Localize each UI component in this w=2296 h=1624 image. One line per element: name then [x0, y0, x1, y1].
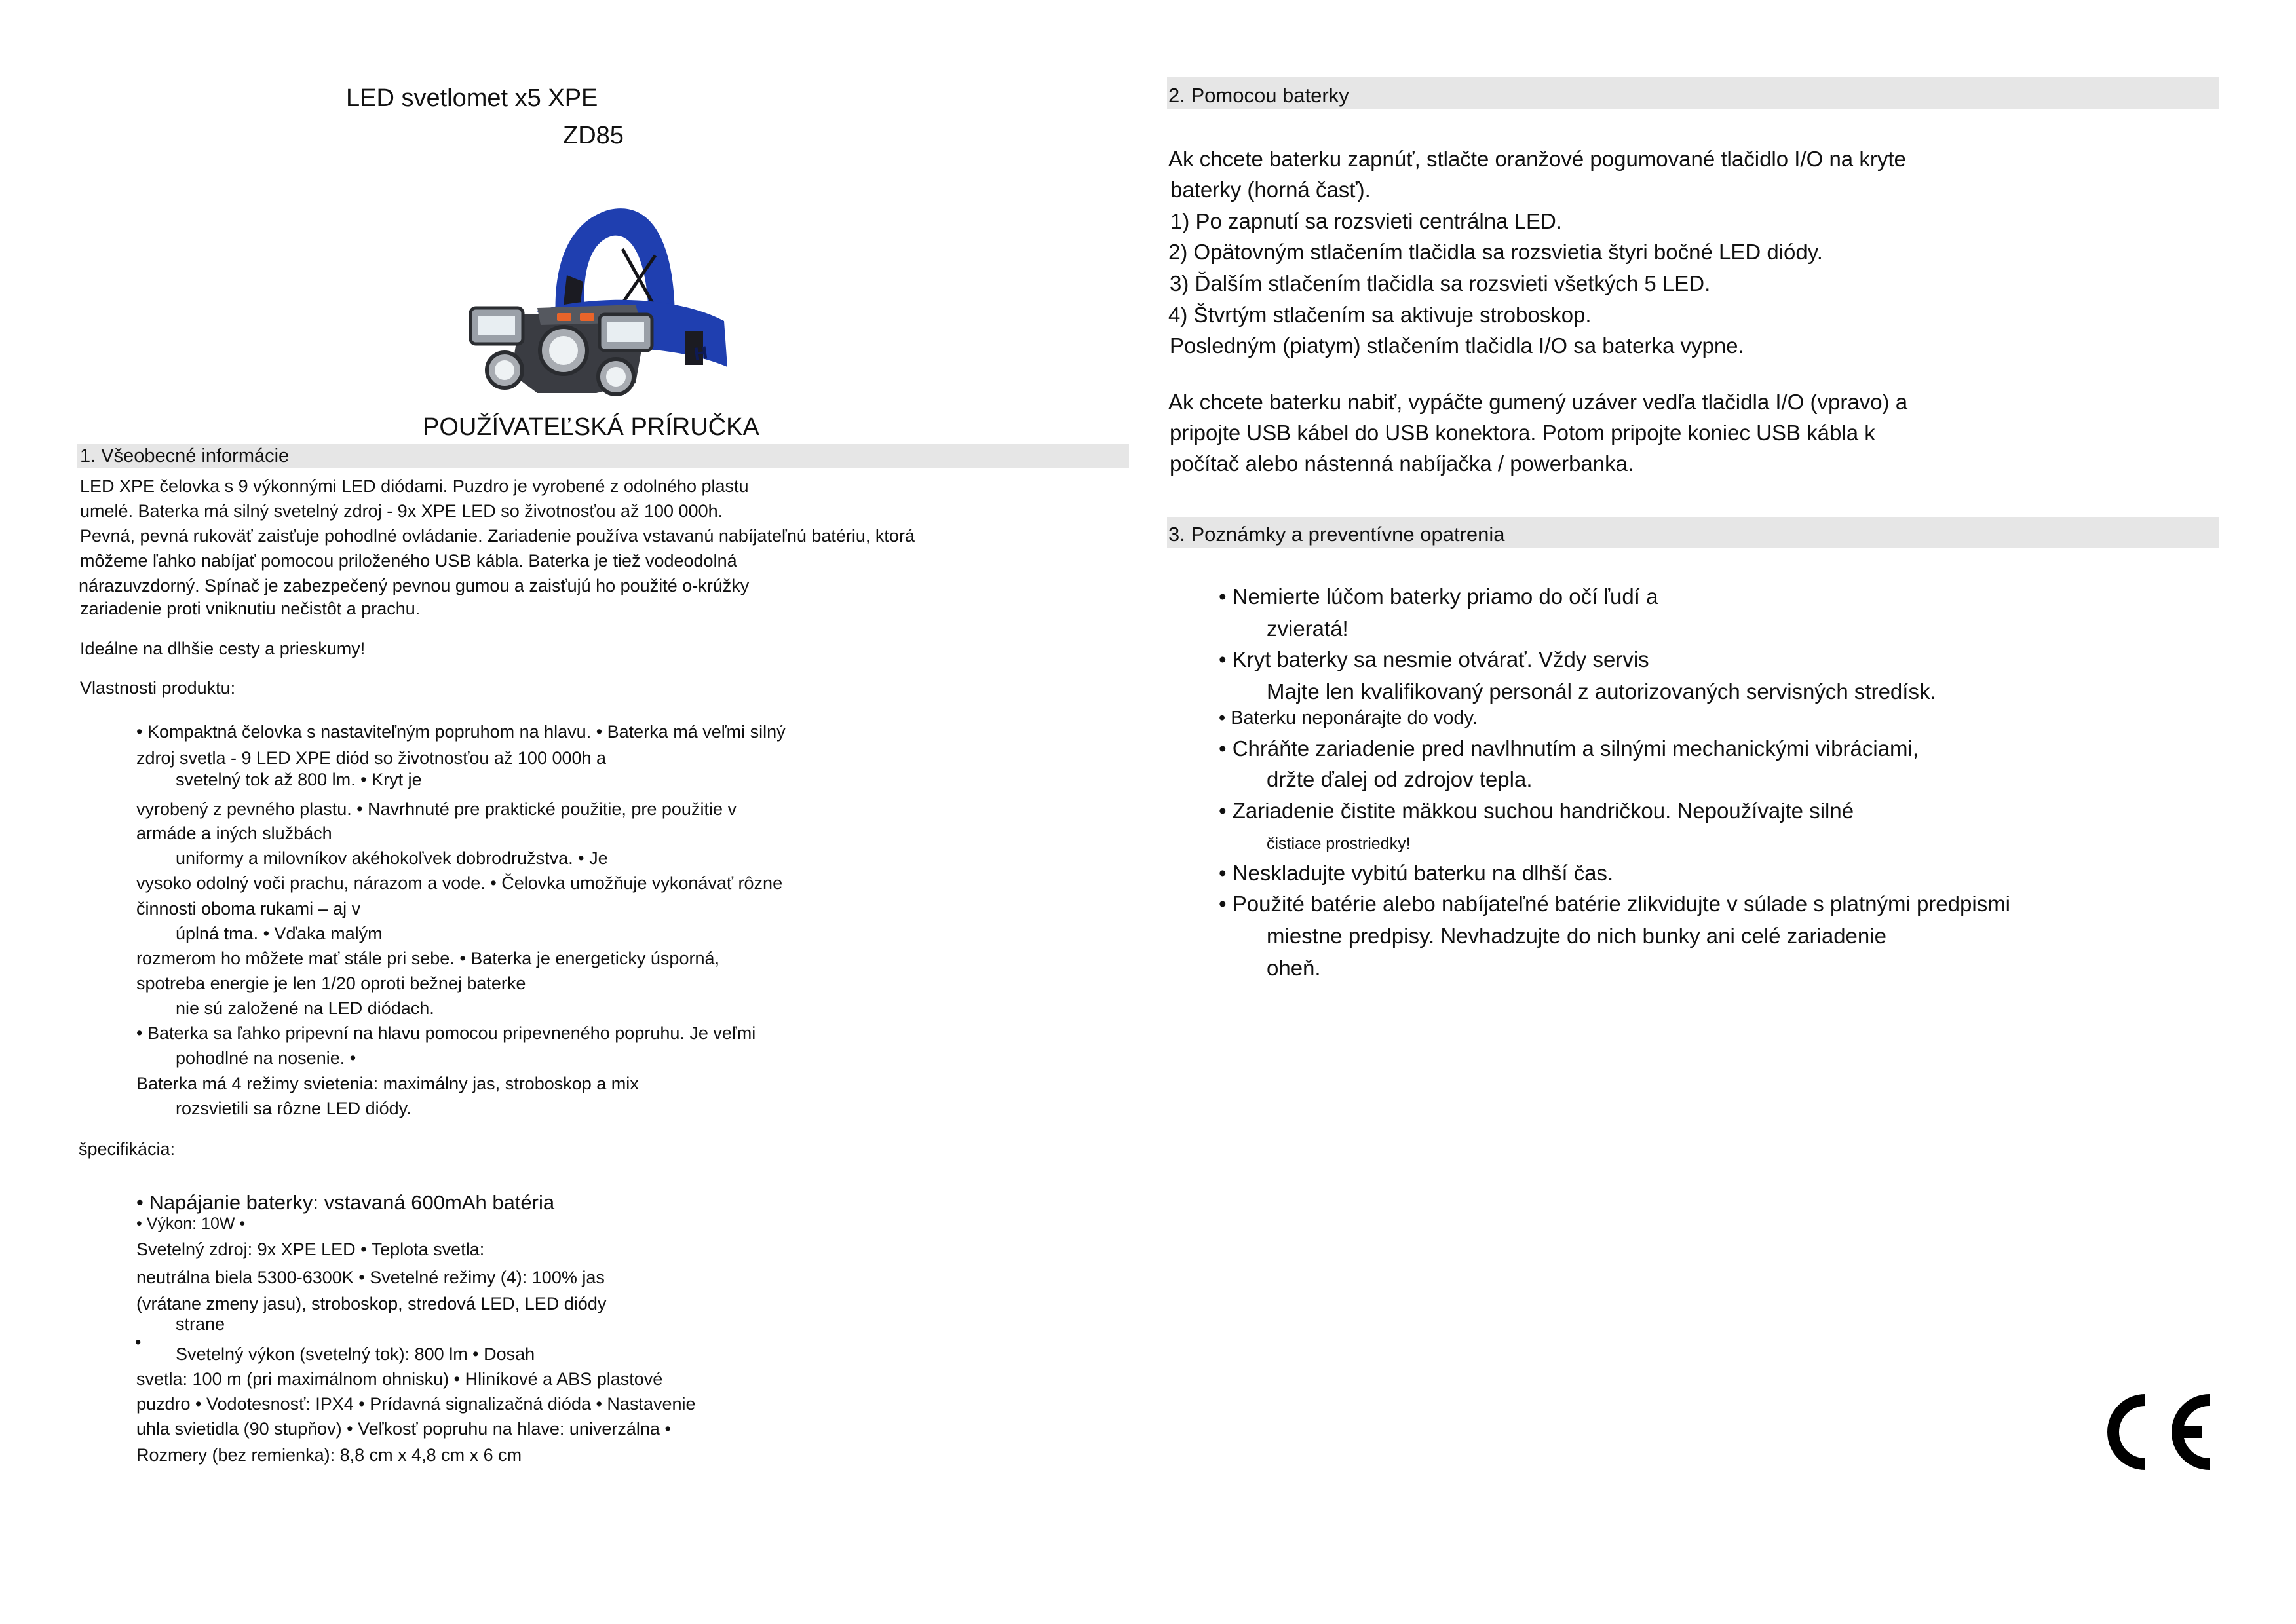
- note-line: • Baterku neponárajte do vody.: [1219, 708, 1478, 728]
- note-line: držte ďalej od zdrojov tepla.: [1267, 767, 1533, 791]
- note-line: • Použité batérie alebo nabíjateľné batérie zlikvidujte v súlade s platnými predpismi: [1219, 892, 2011, 916]
- general-info-line: Pevná, pevná rukoväť zaisťuje pohodlné ovládanie. Zariadenie používa vstavanú nabíjateľnú batériu, ktorá: [80, 526, 915, 546]
- usage-line: Posledným (piatym) stlačením tlačidla I/O sa baterka vypne.: [1170, 333, 1744, 358]
- features-label: Vlastnosti produktu:: [80, 678, 236, 698]
- feature-line: Baterka má 4 režimy svietenia: maximálny jas, stroboskop a mix: [136, 1074, 639, 1093]
- general-info-line: môžeme ľahko nabíjať pomocou priloženého USB kábla. Baterka je tiež vodeodolná: [80, 551, 737, 571]
- charging-line: Ak chcete baterku nabiť, vypáčte gumený uzáver vedľa tlačidla I/O (vpravo) a: [1168, 390, 1908, 414]
- spec-line: • Napájanie baterky: vstavaná 600mAh batéria: [136, 1191, 555, 1214]
- general-info-line: zariadenie proti vniknutiu nečistôt a prachu.: [80, 599, 421, 618]
- note-line: • Chráňte zariadenie pred navlhnutím a silnými mechanickými vibráciami,: [1219, 736, 1919, 761]
- feature-line: pohodlné na nosenie. •: [176, 1048, 356, 1068]
- spec-line: strane: [176, 1314, 225, 1334]
- general-info-line: umelé. Baterka má silný svetelný zdroj - 9x XPE LED so životnosťou až 100 000h.: [80, 501, 723, 521]
- power-button: [557, 313, 571, 321]
- usage-line: 2) Opätovným stlačením tlačidla sa rozsvietia štyri bočné LED diódy.: [1168, 240, 1823, 264]
- spec-line: uhla svietidla (90 stupňov) • Veľkosť popruhu na hlave: univerzálna •: [136, 1419, 671, 1439]
- note-line: zvieratá!: [1267, 616, 1349, 641]
- user-manual-title: POUŽÍVATEĽSKÁ PRÍRUČKA: [423, 413, 759, 441]
- note-line: • Zariadenie čistite mäkkou suchou handričkou. Nepoužívajte silné: [1219, 799, 1854, 823]
- feature-line: vyrobený z pevného plastu. • Navrhnuté pre praktické použitie, pre použitie v: [136, 799, 737, 819]
- feature-line: rozmerom ho môžete mať stále pri sebe. • Baterka je energeticky úsporná,: [136, 949, 719, 968]
- feature-line: úplná tma. • Vďaka malým: [176, 924, 383, 943]
- tagline: Ideálne na dlhšie cesty a prieskumy!: [80, 639, 366, 658]
- spec-line: svetla: 100 m (pri maximálnom ohnisku) • Hliníkové a ABS plastové: [136, 1369, 663, 1389]
- spec-line: • Výkon: 10W •: [136, 1215, 246, 1233]
- spec-line: neutrálna biela 5300-6300K • Svetelné režimy (4): 100% jas: [136, 1268, 605, 1287]
- spec-line: (vrátane zmeny jasu), stroboskop, stredová LED, LED diódy: [136, 1294, 607, 1313]
- svg-text:H: H: [692, 343, 710, 365]
- section1-heading: 1. Všeobecné informácie: [80, 445, 290, 466]
- headlamp-product-image: [459, 197, 734, 400]
- section3-heading: 3. Poznámky a preventívne opatrenia: [1168, 523, 1505, 546]
- feature-line: zdroj svetla - 9 LED XPE diód so životnosťou až 100 000h a: [136, 748, 607, 768]
- feature-line: rozsvietili sa rôzne LED diódy.: [176, 1099, 411, 1118]
- document-title: LED svetlomet x5 XPE: [346, 85, 598, 112]
- section2-heading: 2. Pomocou baterky: [1168, 84, 1349, 107]
- spec-bullet: •: [135, 1332, 142, 1352]
- general-info-line: LED XPE čelovka s 9 výkonnými LED diódami. Puzdro je vyrobené z odolného plastu: [80, 476, 749, 496]
- spec-line: Svetelný výkon (svetelný tok): 800 lm • Dosah: [176, 1344, 535, 1364]
- note-line: oheň.: [1267, 956, 1321, 980]
- spec-label: špecifikácia:: [79, 1139, 176, 1159]
- feature-line: vysoko odolný voči prachu, nárazom a vode. • Čelovka umožňuje vykonávať rôzne: [136, 873, 783, 893]
- spec-line: Svetelný zdroj: 9x XPE LED • Teplota svetla:: [136, 1239, 485, 1259]
- charging-line: pripojte USB kábel do USB konektora. Potom pripojte koniec USB kábla k: [1170, 421, 1875, 445]
- feature-line: spotreba energie je len 1/20 oproti bežnej baterke: [136, 973, 526, 993]
- usage-line: 3) Ďalším stlačením tlačidla sa rozsvieti všetkých 5 LED.: [1170, 271, 1711, 295]
- feature-line: • Kompaktná čelovka s nastaviteľným popruhom na hlavu. • Baterka má veľmi silný: [136, 722, 786, 742]
- note-line: • Kryt baterky sa nesmie otvárať. Vždy servis: [1219, 647, 1649, 671]
- feature-line: svetelný tok až 800 lm. • Kryt je: [176, 770, 422, 789]
- feature-line: • Baterka sa ľahko pripevní na hlavu pomocou pripevneného popruhu. Je veľmi: [136, 1023, 756, 1043]
- usage-line: Ak chcete baterku zapnúť, stlačte oranžové pogumované tlačidlo I/O na kryte: [1168, 147, 1906, 171]
- feature-line: činnosti oboma rukami – aj v: [136, 899, 361, 918]
- feature-line: uniformy a milovníkov akéhokoľvek dobrodružstva. • Je: [176, 848, 608, 868]
- usage-line: 4) Štvrtým stlačením sa aktivuje stroboskop.: [1168, 303, 1592, 327]
- ce-mark-icon: [2105, 1390, 2220, 1474]
- feature-line: nie sú založené na LED diódach.: [176, 998, 434, 1018]
- note-line: • Neskladujte vybitú baterku na dlhší čas.: [1219, 861, 1614, 885]
- charging-line: počítač alebo nástenná nabíjačka / powerbanka.: [1170, 451, 1634, 476]
- model-number: ZD85: [563, 122, 624, 149]
- feature-line: armáde a iných službách: [136, 823, 332, 843]
- spec-line: puzdro • Vodotesnosť: IPX4 • Prídavná signalizačná dióda • Nastavenie: [136, 1394, 696, 1414]
- general-info-line: nárazuvzdorný. Spínač je zabezpečený pevnou gumou a zaisťujú ho použité o-krúžky: [79, 576, 750, 595]
- note-line: • Nemierte lúčom baterky priamo do očí ľudí a: [1219, 584, 1658, 609]
- usage-line: baterky (horná časť).: [1170, 178, 1371, 202]
- spec-line: Rozmery (bez remienka): 8,8 cm x 4,8 cm x 6 cm: [136, 1445, 522, 1465]
- note-line: Majte len kvalifikovaný personál z autorizovaných servisných stredísk.: [1267, 679, 1936, 704]
- note-line: miestne predpisy. Nevhadzujte do nich bunky ani celé zariadenie: [1267, 924, 1886, 948]
- note-line: čistiace prostriedky!: [1267, 835, 1411, 853]
- usage-line: 1) Po zapnutí sa rozsvieti centrálna LED.: [1170, 209, 1562, 233]
